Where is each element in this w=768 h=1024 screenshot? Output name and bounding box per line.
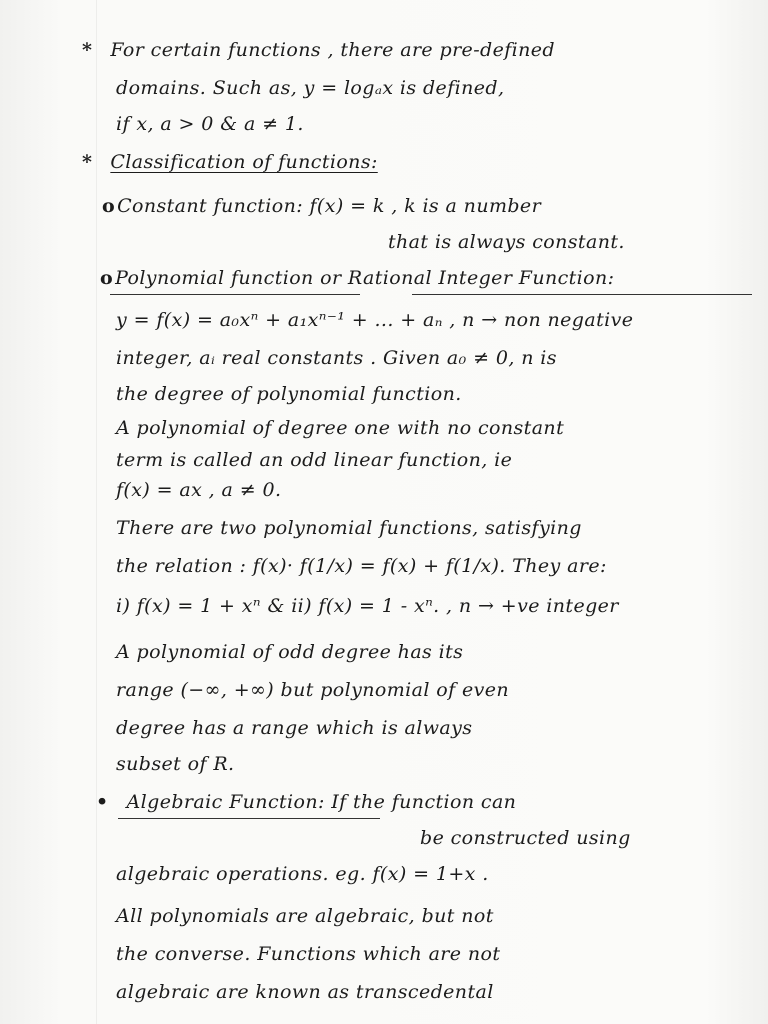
line-text: the converse. Functions which are not: [116, 943, 501, 965]
line-2: [116, 70, 504, 106]
line-text: the degree of polynomial function.: [116, 383, 462, 405]
line-20: [116, 746, 234, 782]
line-text: For certain functions , there are pre-defined: [110, 39, 555, 61]
line-text: domains. Such as, y = logₐx is defined,: [116, 77, 505, 99]
line-text: the relation : f(x)· f(1/x) = f(x) + f(1/x). They are:: [116, 555, 607, 577]
line-text: subset of R.: [116, 753, 235, 775]
line-16: [116, 588, 619, 624]
line-3: [116, 106, 304, 142]
line-text: f(x) = ax , a ≠ 0.: [116, 479, 282, 501]
section-heading: Classification of functions:: [110, 151, 378, 173]
line-bullet: •: [96, 791, 109, 813]
line-text: A polynomial of odd degree has its: [116, 641, 464, 663]
line-text: if x, a > 0 & a ≠ 1.: [116, 113, 304, 135]
line-24: [116, 898, 494, 934]
heading-underline: [118, 818, 380, 819]
line-text: algebraic are known as transcedental: [116, 981, 494, 1003]
line-text: y = f(x) = a₀xⁿ + a₁xⁿ⁻¹ + ... + aₙ , n → non negative: [116, 309, 634, 331]
line-text: term is called an odd linear function, ie: [116, 449, 513, 471]
line-5: [102, 188, 541, 224]
line-text: that is always constant.: [388, 231, 625, 253]
line-text: integer, aᵢ real constants . Given a₀ ≠ 0, n is: [116, 347, 557, 369]
line-17: [116, 634, 463, 670]
line-14: [116, 510, 582, 546]
line-text: Algebraic Function: If the function can: [126, 791, 517, 813]
line-4: [82, 144, 378, 180]
line-7: [100, 260, 614, 296]
line-9: [116, 340, 557, 376]
line-bullet: o: [100, 267, 114, 289]
line-text: range (−∞, +∞) but polynomial of even: [116, 679, 509, 701]
line-bullet: o: [102, 195, 116, 217]
heading-underline: [412, 294, 752, 295]
line-25: [116, 936, 500, 972]
line-bullet: *: [82, 151, 93, 173]
line-text: Constant function: f(x) = k , k is a number: [117, 195, 542, 217]
heading-underline: [110, 294, 360, 295]
line-26: [116, 974, 494, 1010]
line-text: Polynomial function or Rational Integer Function:: [115, 267, 615, 289]
line-text: degree has a range which is always: [116, 717, 473, 739]
line-22: [420, 820, 631, 856]
line-15: [116, 548, 607, 584]
line-text: i) f(x) = 1 + xⁿ & ii) f(x) = 1 - xⁿ. , n → +ve integer: [116, 595, 619, 617]
line-1: [82, 32, 555, 68]
line-8: [116, 302, 633, 338]
line-text: There are two polynomial functions, satisfying: [116, 517, 582, 539]
line-bullet: *: [82, 39, 93, 61]
line-6: [388, 224, 625, 260]
line-13: [116, 472, 281, 508]
line-10: [116, 376, 462, 412]
line-19: [116, 710, 472, 746]
line-text: algebraic operations. eg. f(x) = 1+x .: [116, 863, 489, 885]
line-text: be constructed using: [420, 827, 631, 849]
line-text: A polynomial of degree one with no constant: [116, 417, 565, 439]
line-21: [96, 784, 516, 820]
line-23: [116, 856, 489, 892]
line-text: All polynomials are algebraic, but not: [116, 905, 494, 927]
line-11: [116, 410, 564, 446]
line-18: [116, 672, 509, 708]
